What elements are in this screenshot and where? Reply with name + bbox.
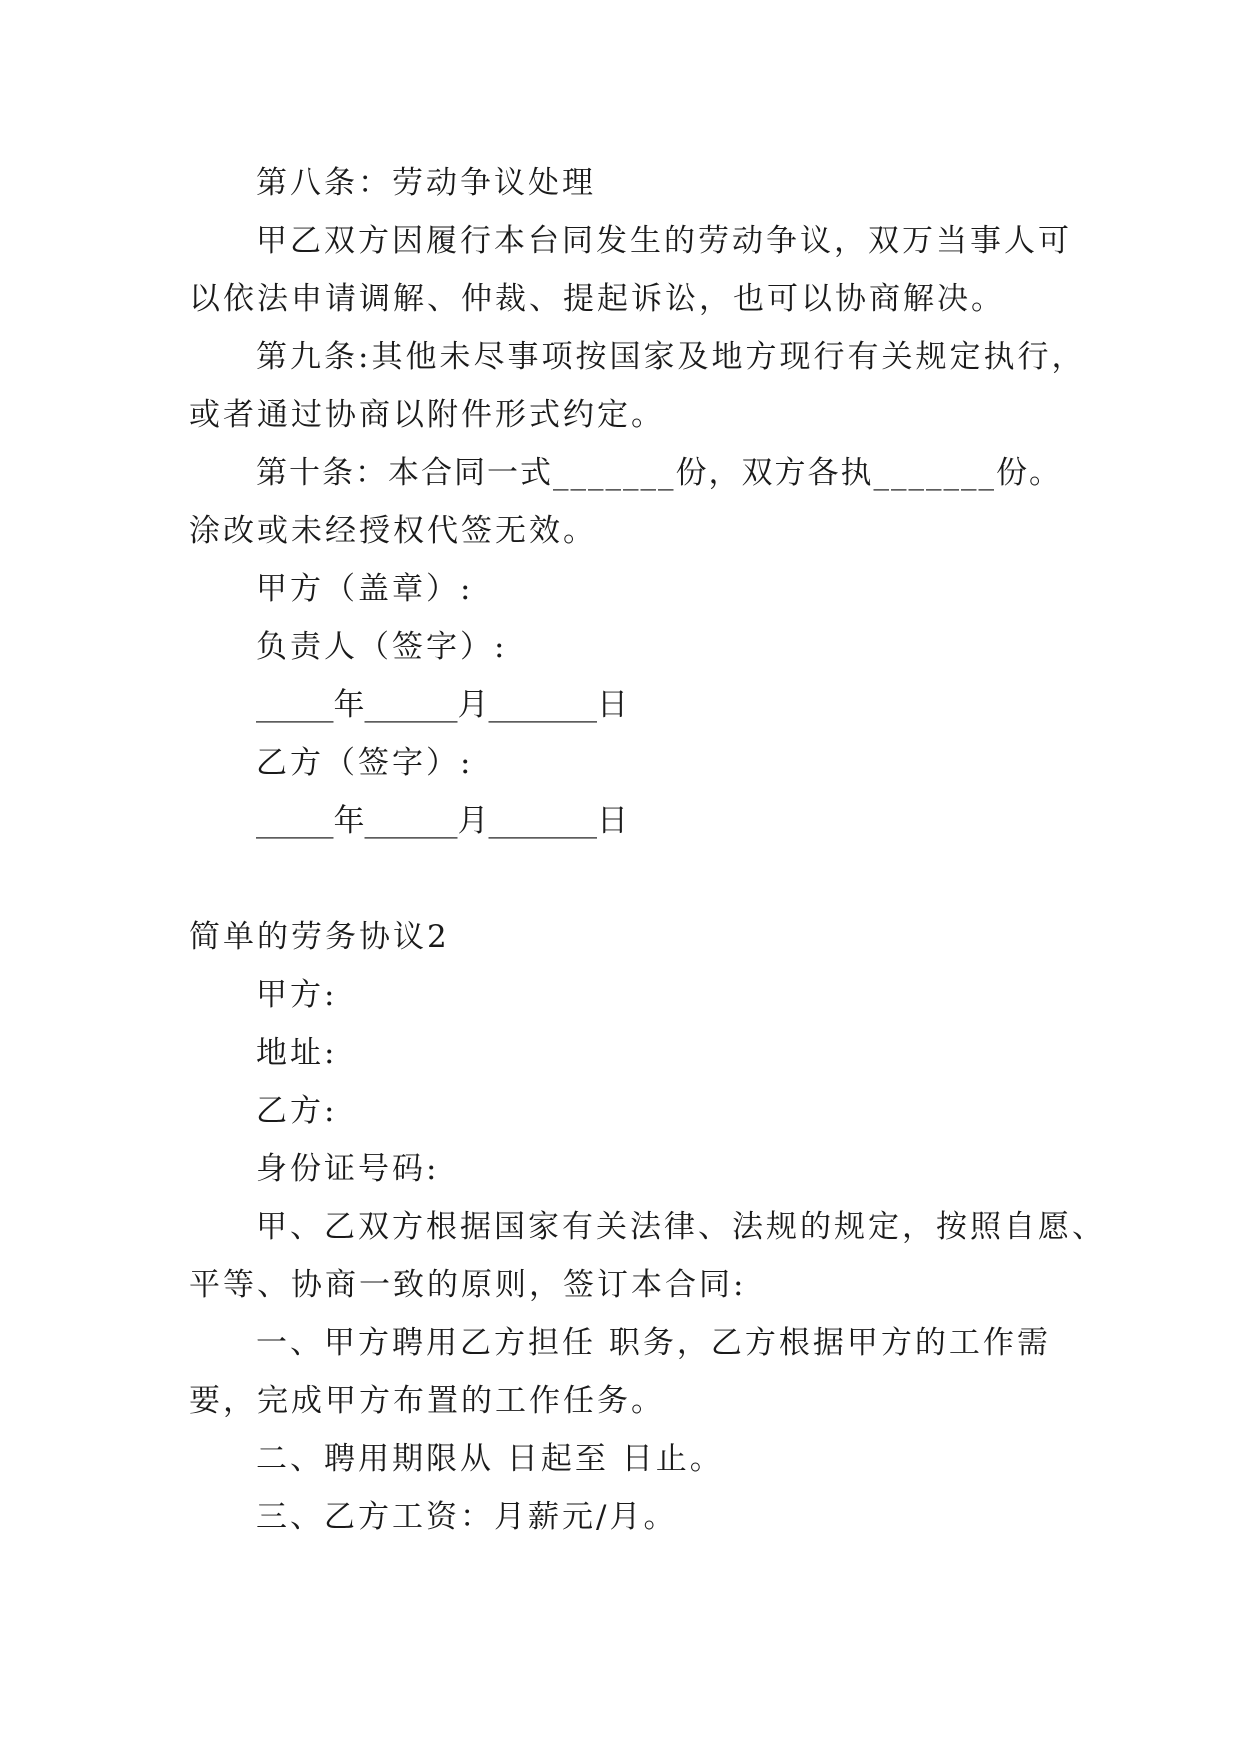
section-2-title: 简单的劳务协议2 (189, 919, 450, 955)
article-10-text-line-1: 第十条：本合同一式_______份，双方各执_______份。 (256, 455, 1062, 491)
article-8-heading: 第八条：劳动争议处理 (256, 165, 596, 201)
section-2-item-2: 二、聘用期限从 日起至 日止。 (256, 1441, 724, 1477)
article-8-text-line-2: 以依法申请调解、仲裁、提起诉讼，也可以协商解决。 (189, 281, 1005, 317)
party-a-seal-label: 甲方（盖章）: (256, 571, 474, 607)
section-2-id-number: 身份证号码: (256, 1151, 440, 1187)
date-line-2: _____年______月_______日 (256, 803, 628, 839)
date-line-1: _____年______月_______日 (256, 687, 628, 723)
section-2-party-b: 乙方: (256, 1093, 338, 1129)
party-b-signature-label: 乙方（签字）: (256, 745, 474, 781)
section-2-item-1-line-1: 一、甲方聘用乙方担任 职务，乙方根据甲方的工作需 (256, 1325, 1051, 1361)
article-9-text-line-2: 或者通过协商以附件形式约定。 (189, 397, 665, 433)
section-2-item-3: 三、乙方工资：月薪元/月。 (256, 1499, 678, 1535)
responsible-signature-label: 负责人（签字）: (256, 629, 508, 665)
article-9-text-line-1: 第九条:其他未尽事项按国家及地方现行有关规定执行， (256, 339, 1086, 375)
article-10-text-line-2: 涂改或未经授权代签无效。 (189, 513, 597, 549)
section-2-preamble-line-1: 甲、乙双方根据国家有关法律、法规的规定，按照自愿、 (256, 1209, 1106, 1245)
section-2-party-a: 甲方: (256, 977, 338, 1013)
section-2-address: 地址: (256, 1035, 338, 1071)
section-2-preamble-line-2: 平等、协商一致的原则，签订本合同: (189, 1267, 747, 1303)
article-8-text-line-1: 甲乙双方因履行本台同发生的劳动争议，双万当事人可 (256, 223, 1072, 259)
section-2-item-1-line-2: 要，完成甲方布置的工作任务。 (189, 1383, 665, 1419)
